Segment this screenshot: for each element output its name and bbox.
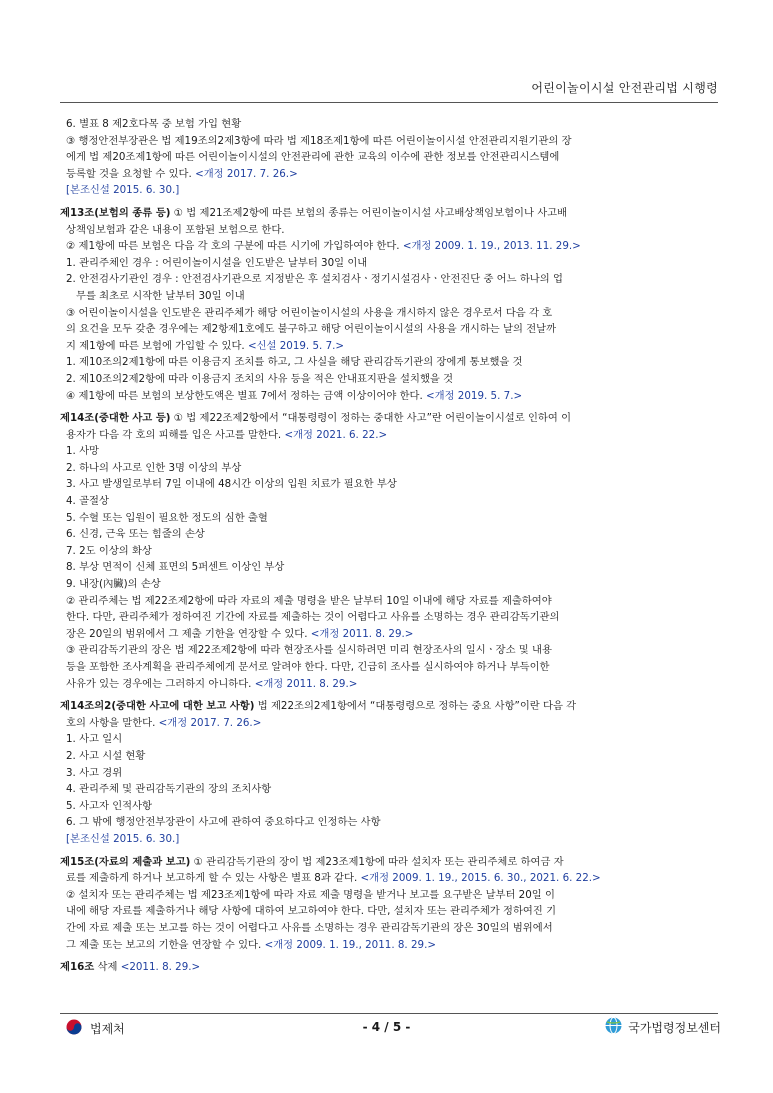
text-line	[60, 731, 720, 748]
amendment-note: <개정 2009. 1. 19., 2013. 11. 29.>	[402, 240, 581, 253]
amendment-note: <개정 2011. 8. 29.>	[310, 627, 414, 640]
text-line	[60, 814, 720, 831]
line-text: 4. 골절상	[66, 495, 109, 508]
text-line	[60, 116, 720, 133]
text-line	[60, 543, 720, 560]
line-text: 9. 내장(內臟)의 손상	[66, 578, 161, 591]
line-text: 2. 하나의 사고로 인한 3명 이상의 부상	[66, 461, 242, 474]
text-line	[60, 443, 720, 460]
amendment-note: <신설 2019. 5. 7.>	[247, 339, 345, 352]
text-line	[60, 305, 720, 322]
new-provision-note: [본조신설 2015. 6. 30.]	[66, 832, 180, 845]
line-text: 호의 사항을 말한다.	[66, 716, 159, 729]
text-line	[60, 937, 720, 954]
text-line	[60, 255, 720, 272]
line-text: 1. 관리주체인 경우 : 어린이놀이시설을 인도받은 날부터 30일 이내	[66, 256, 368, 269]
line-text: 6. 그 밖에 행정안전부장관이 사고에 관하여 중요하다고 인정하는 사항	[66, 816, 381, 829]
line-text: 삭제	[94, 961, 121, 974]
amendment-note: <개정 2009. 1. 19., 2015. 6. 30., 2021. 6. 22.>	[360, 872, 601, 885]
footer-rule	[60, 1013, 718, 1014]
line-text: 용자가 다음 각 호의 피해를 입은 사고를 말한다.	[66, 428, 285, 441]
line-text: 5. 사고자 인적사항	[66, 799, 152, 812]
line-text: 3. 사고 발생일로부터 7일 이내에 48시간 이상의 입원 치료가 필요한 부상	[66, 478, 397, 491]
line-text: 에게 법 제20조제1항에 따른 어린이놀이시설의 안전관리에 관한 교육의 이수에 관한 정보를 안전관리시스템에	[66, 151, 560, 164]
line-text: 내에 해당 자료를 제출하거나 해당 사항에 대하여 보고하여야 한다. 다만, 설치자 또는 관리주체가 정하여진 기	[66, 905, 557, 918]
line-text: 상책임보험과 같은 내용이 포함된 보험으로 한다.	[66, 223, 285, 236]
line-text: 지 제1항에 따른 보험에 가입할 수 있다.	[66, 339, 248, 352]
text-line	[60, 626, 720, 643]
amendment-note: <개정 2019. 5. 7.>	[426, 389, 523, 402]
line-text: 무를 최초로 시작한 날부터 30일 이내	[76, 289, 245, 302]
amendment-note: <개정 2011. 8. 29.>	[254, 677, 358, 690]
footer-center-label: 국가법령정보센터	[628, 1020, 721, 1035]
text-line	[60, 271, 720, 288]
article-title: 제14조의2(중대한 사고에 대한 보고 사항)	[60, 700, 255, 713]
text-line	[60, 715, 720, 732]
line-text: ③ 행정안전부장관은 법 제19조의2제3항에 따라 법 제18조제1항에 따른 어린이놀이시설 안전관리지원기관의 장	[66, 134, 572, 147]
line-text: ② 제1항에 따른 보험은 다음 각 호의 구분에 따른 시기에 가입하여야 한다.	[66, 240, 403, 253]
text-line	[60, 920, 720, 937]
line-text: ② 관리주체는 법 제22조제2항에 따라 자료의 제출 명령을 받은 날부터 10일 이내에 해당 자료를 제출하여야	[66, 594, 552, 607]
line-text: ③ 관리감독기관의 장은 법 제22조제2항에 따라 현장조사를 실시하려면 미리 현장조사의 일시ㆍ장소 및 내용	[66, 644, 552, 657]
article-title: 제13조(보험의 종류 등)	[60, 206, 171, 219]
amendment-note: <개정 2009. 1. 19., 2011. 8. 29.>	[264, 938, 436, 951]
page-header	[60, 70, 718, 103]
line-text: 3. 사고 경위	[66, 766, 123, 779]
text-line	[60, 765, 720, 782]
line-text: 6. 신경, 근육 또는 힘줄의 손상	[66, 528, 205, 541]
text-line	[60, 676, 720, 693]
line-text: 사유가 있는 경우에는 그러하지 아니하다.	[66, 677, 255, 690]
text-line	[60, 371, 720, 388]
article-title: 제15조(자료의 제출과 보고)	[60, 855, 191, 868]
text-line	[60, 238, 720, 255]
article-heading-line	[60, 698, 720, 715]
line-text: 간에 자료 제출 또는 보고를 하는 것이 어렵다고 사유를 소명하는 경우 관리감독기관의 장은 30일의 범위에서	[66, 921, 553, 934]
line-text: 6. 별표 8 제2호다목 중 보험 가입 현황	[66, 118, 242, 130]
text-line	[60, 609, 720, 626]
line-text: 5. 수혈 또는 입원이 필요한 정도의 심한 출혈	[66, 511, 268, 524]
text-line	[60, 427, 720, 444]
text-line	[60, 354, 720, 371]
document-title: 어린이놀이시설 안전관리법 시행령	[531, 81, 718, 95]
line-text: 장은 20일의 범위에서 그 제출 기한을 연장할 수 있다.	[66, 627, 311, 640]
footer-right	[605, 1017, 721, 1037]
text-line	[60, 149, 720, 166]
text-line	[60, 903, 720, 920]
text-line	[60, 166, 720, 183]
article-heading-line	[60, 854, 720, 871]
document-body	[60, 116, 720, 976]
text-line	[60, 659, 720, 676]
line-text: 그 제출 또는 보고의 기한을 연장할 수 있다.	[66, 938, 265, 951]
line-text: 료를 제출하게 하거나 보고하게 할 수 있는 사항은 별표 8과 같다.	[66, 872, 361, 885]
text-line	[60, 288, 720, 305]
text-line	[60, 642, 720, 659]
line-text: 7. 2도 이상의 화상	[66, 544, 152, 557]
amendment-note: <개정 2017. 7. 26.>	[195, 167, 298, 180]
page-number: - 4 / 5 -	[362, 1020, 411, 1034]
text-line	[60, 870, 720, 887]
line-text: 2. 사고 시설 현황	[66, 749, 146, 762]
text-line	[60, 798, 720, 815]
line-text: ① 법 제22조제2항에서 “대통령령이 정하는 중대한 사고”란 어린이놀이시설로 인하여 이	[170, 412, 572, 425]
text-line	[60, 493, 720, 510]
article-heading-line	[60, 410, 720, 427]
amendment-note: <2011. 8. 29.>	[120, 961, 201, 974]
text-line	[60, 887, 720, 904]
text-line	[60, 476, 720, 493]
text-line	[60, 222, 720, 239]
line-text: 1. 사망	[66, 445, 99, 458]
text-line	[60, 460, 720, 477]
article-title: 제16조	[60, 961, 95, 974]
text-line	[60, 593, 720, 610]
line-text: ④ 제1항에 따른 보험의 보상한도액은 별표 7에서 정하는 금액 이상이어야 한다.	[66, 389, 427, 402]
article-heading-line	[60, 205, 720, 222]
line-text: 2. 제10조의2제2항에 따라 이용금지 조치의 사유 등을 적은 안내표지판을 설치했을 것	[66, 372, 454, 385]
line-text: 등을 포함한 조사계획을 관리주체에게 문서로 알려야 한다. 다만, 긴급히 조사를 실시하여야 하거나 부득이한	[66, 661, 550, 673]
line-text: 2. 안전검사기관인 경우 : 안전검사기관으로 지정받은 후 설치검사ㆍ정기시설검사ㆍ안전진단 중 어느 하나의 업	[66, 273, 563, 286]
text-line	[60, 182, 720, 199]
line-text: 한다. 다만, 관리주체가 정하여진 기간에 자료를 제출하는 것이 어렵다고 사유를 소명하는 경우 관리감독기관의	[66, 611, 560, 624]
line-text: 1. 사고 일시	[66, 733, 123, 746]
line-text: 의 요건을 모두 갖춘 경우에는 제2항제1호에도 불구하고 해당 어린이놀이시설의 사용을 개시하는 날의 전날까	[66, 323, 557, 336]
text-line	[60, 781, 720, 798]
text-line	[60, 831, 720, 848]
text-line	[60, 388, 720, 405]
line-text: ① 법 제21조제2항에 따른 보험의 종류는 어린이놀이시설 사고배상책임보험이나 사고배	[170, 206, 568, 219]
amendment-note: <개정 2017. 7. 26.>	[158, 716, 262, 729]
line-text: 1. 제10조의2제1항에 따른 이용금지 조치를 하고, 그 사실을 해당 관리감독기관의 장에게 통보했을 것	[66, 356, 523, 369]
text-line	[60, 133, 720, 150]
text-line	[60, 526, 720, 543]
line-text: ② 설치자 또는 관리주체는 법 제23조제1항에 따라 자료 제출 명령을 받거나 보고를 요구받은 날부터 20일 이	[66, 888, 555, 901]
text-line	[60, 321, 720, 338]
line-text: 법 제22조의2제1항에서 “대통령령으로 정하는 중요 사항”이란 다음 각	[254, 700, 577, 713]
text-line	[60, 510, 720, 527]
article-heading-line	[60, 959, 720, 976]
footer-ministry-label: 법제처	[90, 1022, 125, 1036]
text-line	[60, 576, 720, 593]
line-text: ① 관리감독기관의 장이 법 제23조제1항에 따라 설치자 또는 관리주체로 하여금 자	[190, 855, 564, 868]
line-text: 8. 부상 면적이 신체 표면의 5퍼센트 이상인 부상	[66, 561, 285, 574]
text-line	[60, 338, 720, 355]
amendment-note: <개정 2021. 6. 22.>	[284, 428, 388, 441]
new-provision-note: [본조신설 2015. 6. 30.]	[66, 184, 180, 197]
line-text: ③ 어린이놀이시설을 인도받은 관리주체가 해당 어린이놀이시설의 사용을 개시하지 않은 경우로서 다음 각 호	[66, 306, 553, 319]
globe-icon	[605, 1017, 622, 1037]
line-text: 등록할 것을 요청할 수 있다.	[66, 167, 196, 180]
text-line	[60, 748, 720, 765]
text-line	[60, 559, 720, 576]
line-text: 4. 관리주체 및 관리감독기관의 장의 조치사항	[66, 783, 272, 796]
article-title: 제14조(중대한 사고 등)	[60, 412, 171, 425]
